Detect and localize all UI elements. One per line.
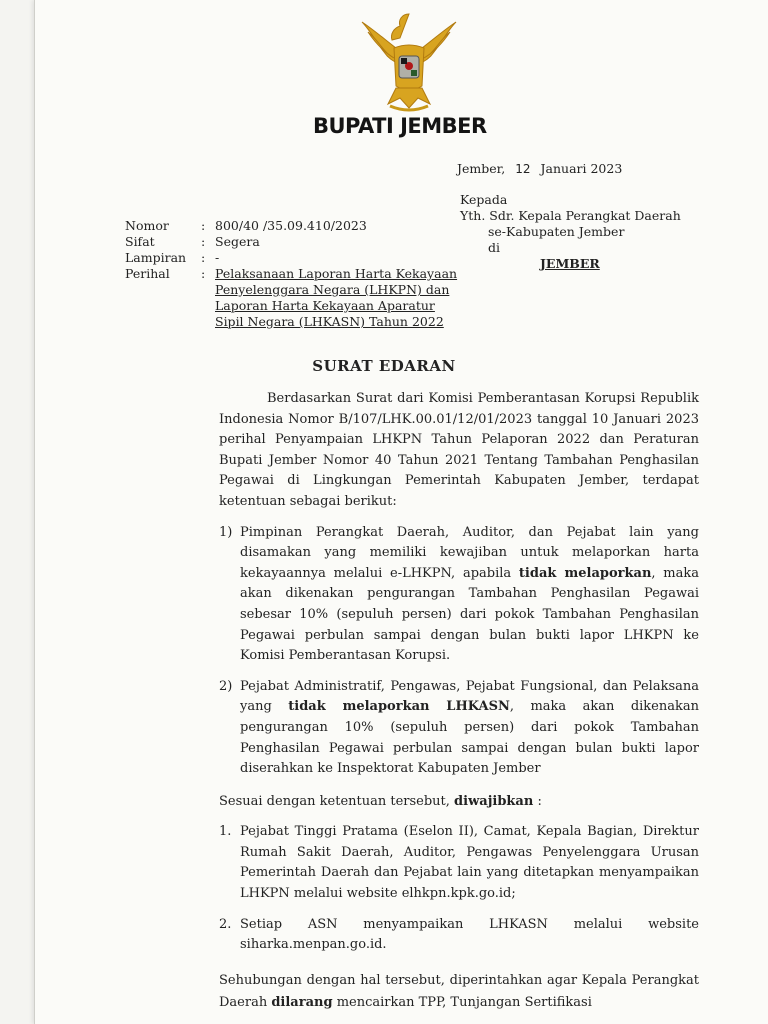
obligation-intro-text: Sesuai dengan ketentuan tersebut,	[219, 793, 455, 809]
obligation-number: 2.	[219, 916, 232, 932]
closing-bold: dilarang	[271, 995, 333, 1010]
provision-bold: tidak melaporkan LHKASN	[288, 699, 510, 715]
obligation-text: Pejabat Tinggi Pratama (Eselon II), Camat, Kepala Bagian, Direktur Rumah Sakit Daerah, Auditor, Pengawas Penyelenggara Urusan Pemerintah Daerah dan Pejabat lain yang ditetapkan menyampaikan LHKPN melalui website elhkpn.kpk.go.id;	[240, 824, 699, 902]
colon: :	[201, 234, 206, 249]
provision-text-a: Pimpinan Perangkat Daerah, Auditor, dan Pejabat lain yang disamakan yang memiliki kewajiban untuk melaporkan harta kekayaannya melalui e-LHKPN, apabila	[240, 524, 699, 581]
recipient-city: JEMBER	[540, 256, 600, 271]
closing-text-a: Sehubungan dengan hal tersebut, diperintahkan agar Kepala Perangkat Daerah	[219, 973, 699, 1010]
obligation-intro-bold: diwajibkan	[454, 793, 534, 809]
colon: :	[201, 250, 206, 265]
obligation-intro	[219, 792, 699, 813]
provision-text	[240, 677, 699, 780]
recipient-line-3: se-Kabupaten Jember	[488, 224, 625, 239]
provision-text	[240, 523, 699, 667]
obligation-text: Setiap ASN menyampaikan LHKASN melalui website siharka.menpan.go.id.	[240, 916, 699, 953]
closing-text-b: mencairkan TPP, Tunjangan Sertifikasi	[332, 995, 592, 1010]
meta-row-lampiran	[125, 250, 465, 266]
sifat-label: Sifat	[125, 234, 155, 249]
provision-1	[219, 523, 699, 667]
place-date	[457, 161, 622, 176]
obligation-2	[219, 915, 699, 956]
recipient-block	[460, 192, 681, 271]
recipient-line-4: di	[488, 240, 500, 255]
provision-text-b: , maka akan dikenakan pengurangan Tambahan Penghasilan Pegawai sebesar 10% (sepuluh persen) dari pokok Tambahan Penghasilan Pegawai perbulan sampai dengan bulan bukti lapor LHKPN ke Komisi Pemberantasan Korupsi.	[240, 565, 699, 664]
handwritten-day: 12	[515, 162, 531, 176]
letter-head-title: BUPATI JEMBER	[313, 114, 487, 138]
meta-row-sifat	[125, 234, 465, 250]
letter-title: SURAT EDARAN	[312, 357, 456, 375]
perihal-label: Perihal	[125, 266, 170, 281]
obligation-number: 1.	[219, 824, 232, 840]
provision-number: 1)	[219, 524, 233, 540]
nomor-label: Nomor	[125, 218, 169, 233]
provision-2	[219, 677, 699, 780]
provision-text-b: , maka akan dikenakan pengurangan 10% (sepuluh persen) dari pokok Tambahan Penghasilan Pegawai perbulan sampai dengan bulan bukti lapor diserahkan ke Inspektorat Kabupaten Jember	[240, 699, 699, 777]
place: Jember,	[457, 161, 506, 176]
lampiran-value: -	[215, 250, 220, 265]
intro-paragraph: Berdasarkan Surat dari Komisi Pemberantasan Korupsi Republik Indonesia Nomor B/107/LHK.00.01/12/01/2023 tanggal 10 Januari 2023 perihal Penyampaian LHKPN Tahun Pelaporan 2022 dan Peraturan Bupati Jember Nomor 40 Tahun 2021 Tentang Tambahan Penghasilan Pegawai di Lingkungan Pemerintah Kabupaten Jember, terdapat ketentuan sebagai berikut:	[219, 391, 699, 509]
colon: :	[201, 266, 206, 281]
lampiran-label: Lampiran	[125, 250, 187, 265]
colon: :	[201, 218, 206, 233]
month-year: Januari 2023	[540, 161, 623, 176]
provision-text-a: Pejabat Administratif, Pengawas, Pejabat Fungsional, dan Pelaksana yang	[240, 678, 699, 715]
meta-row-nomor	[125, 218, 465, 234]
meta-row-perihal	[125, 266, 465, 330]
letter-body	[219, 389, 699, 956]
recipient-line-1: Kepada	[460, 192, 508, 207]
nomor-value: 800/40 /35.09.410/2023	[215, 218, 367, 233]
provision-number: 2)	[219, 678, 233, 694]
closing-paragraph	[219, 970, 699, 1014]
perihal-value: Pelaksanaan Laporan Harta Kekayaan Penyelenggara Negara (LHKPN) dan Laporan Harta Kekayaan Aparatur Sipil Negara (LHKASN) Tahun 2022	[215, 266, 458, 329]
recipient-line-2: Yth. Sdr. Kepala Perangkat Daerah	[460, 208, 681, 223]
obligation-intro-tail: :	[533, 793, 542, 809]
garuda-emblem-icon	[350, 8, 468, 116]
letter-meta	[125, 218, 465, 330]
sifat-value: Segera	[215, 234, 260, 249]
obligation-1	[219, 822, 699, 904]
provision-bold: tidak melaporkan	[518, 565, 652, 581]
